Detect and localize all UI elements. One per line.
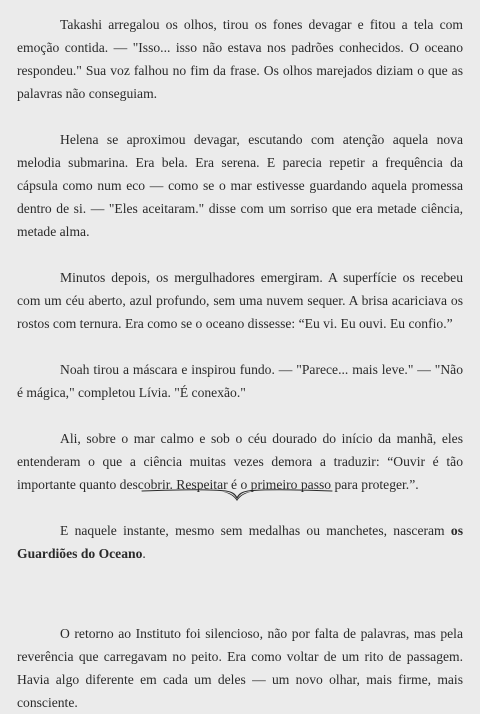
guardians-text-end: . [142, 546, 146, 561]
paragraph-helena: Helena se aproximou devagar, escutando com atenção aquela nova melodia submarina. Era bela. Era serena. E parecia repetir a frequência da cápsula como num eco — como se o mar estivesse guardando aquela promessa dentro de si. — "Eles aceitaram." disse com um sorriso que era metade ciência, metade alma. [17, 132, 463, 239]
paragraph-understanding: Ali, sobre o mar calmo e sob o céu dourado do início da manhã, eles entenderam o que a ciência muitas vezes demora a traduzir: “Ouvir é tão importante quanto descobrir. Respeitar é o primeiro passo para proteger.”. [17, 431, 463, 492]
paragraph-divers: Minutos depois, os mergulhadores emergiram. A superfície os recebeu com um céu aberto, azul profundo, sem uma nuvem sequer. A brisa acariciava os rostos com ternura. Era como se o oceano dissesse: “Eu vi. Eu ouvi. Eu confio.” [17, 270, 463, 331]
paragraph-guardians [17, 519, 463, 565]
paragraph-noah: Noah tirou a máscara e inspirou fundo. — "Parece... mais leve." — "Não é mágica," completou Lívia. "É conexão." [17, 362, 463, 400]
paragraph-return: O retorno ao Instituto foi silencioso, não por falta de palavras, mas pela reverência que carregavam no peito. Era como voltar de um rito de passagem. Havia algo diferente em cada um deles — um novo olhar, mais firme, mais consciente. [17, 626, 463, 710]
guardians-text-lead: E naquele instante, mesmo sem medalhas ou manchetes, nasceram [60, 523, 451, 538]
paragraph-takashi: Takashi arregalou os olhos, tirou os fones devagar e fitou a tela com emoção contida. — "Isso... isso não estava nos padrões conhecidos. O oceano respondeu." Sua voz falhou no fim da frase. Os olhos marejados diziam o que as palavras não conseguiam. [17, 17, 463, 101]
guardians-title: os Guardiões do Oceano [17, 523, 463, 561]
ornamental-swash-divider-icon [140, 482, 334, 504]
